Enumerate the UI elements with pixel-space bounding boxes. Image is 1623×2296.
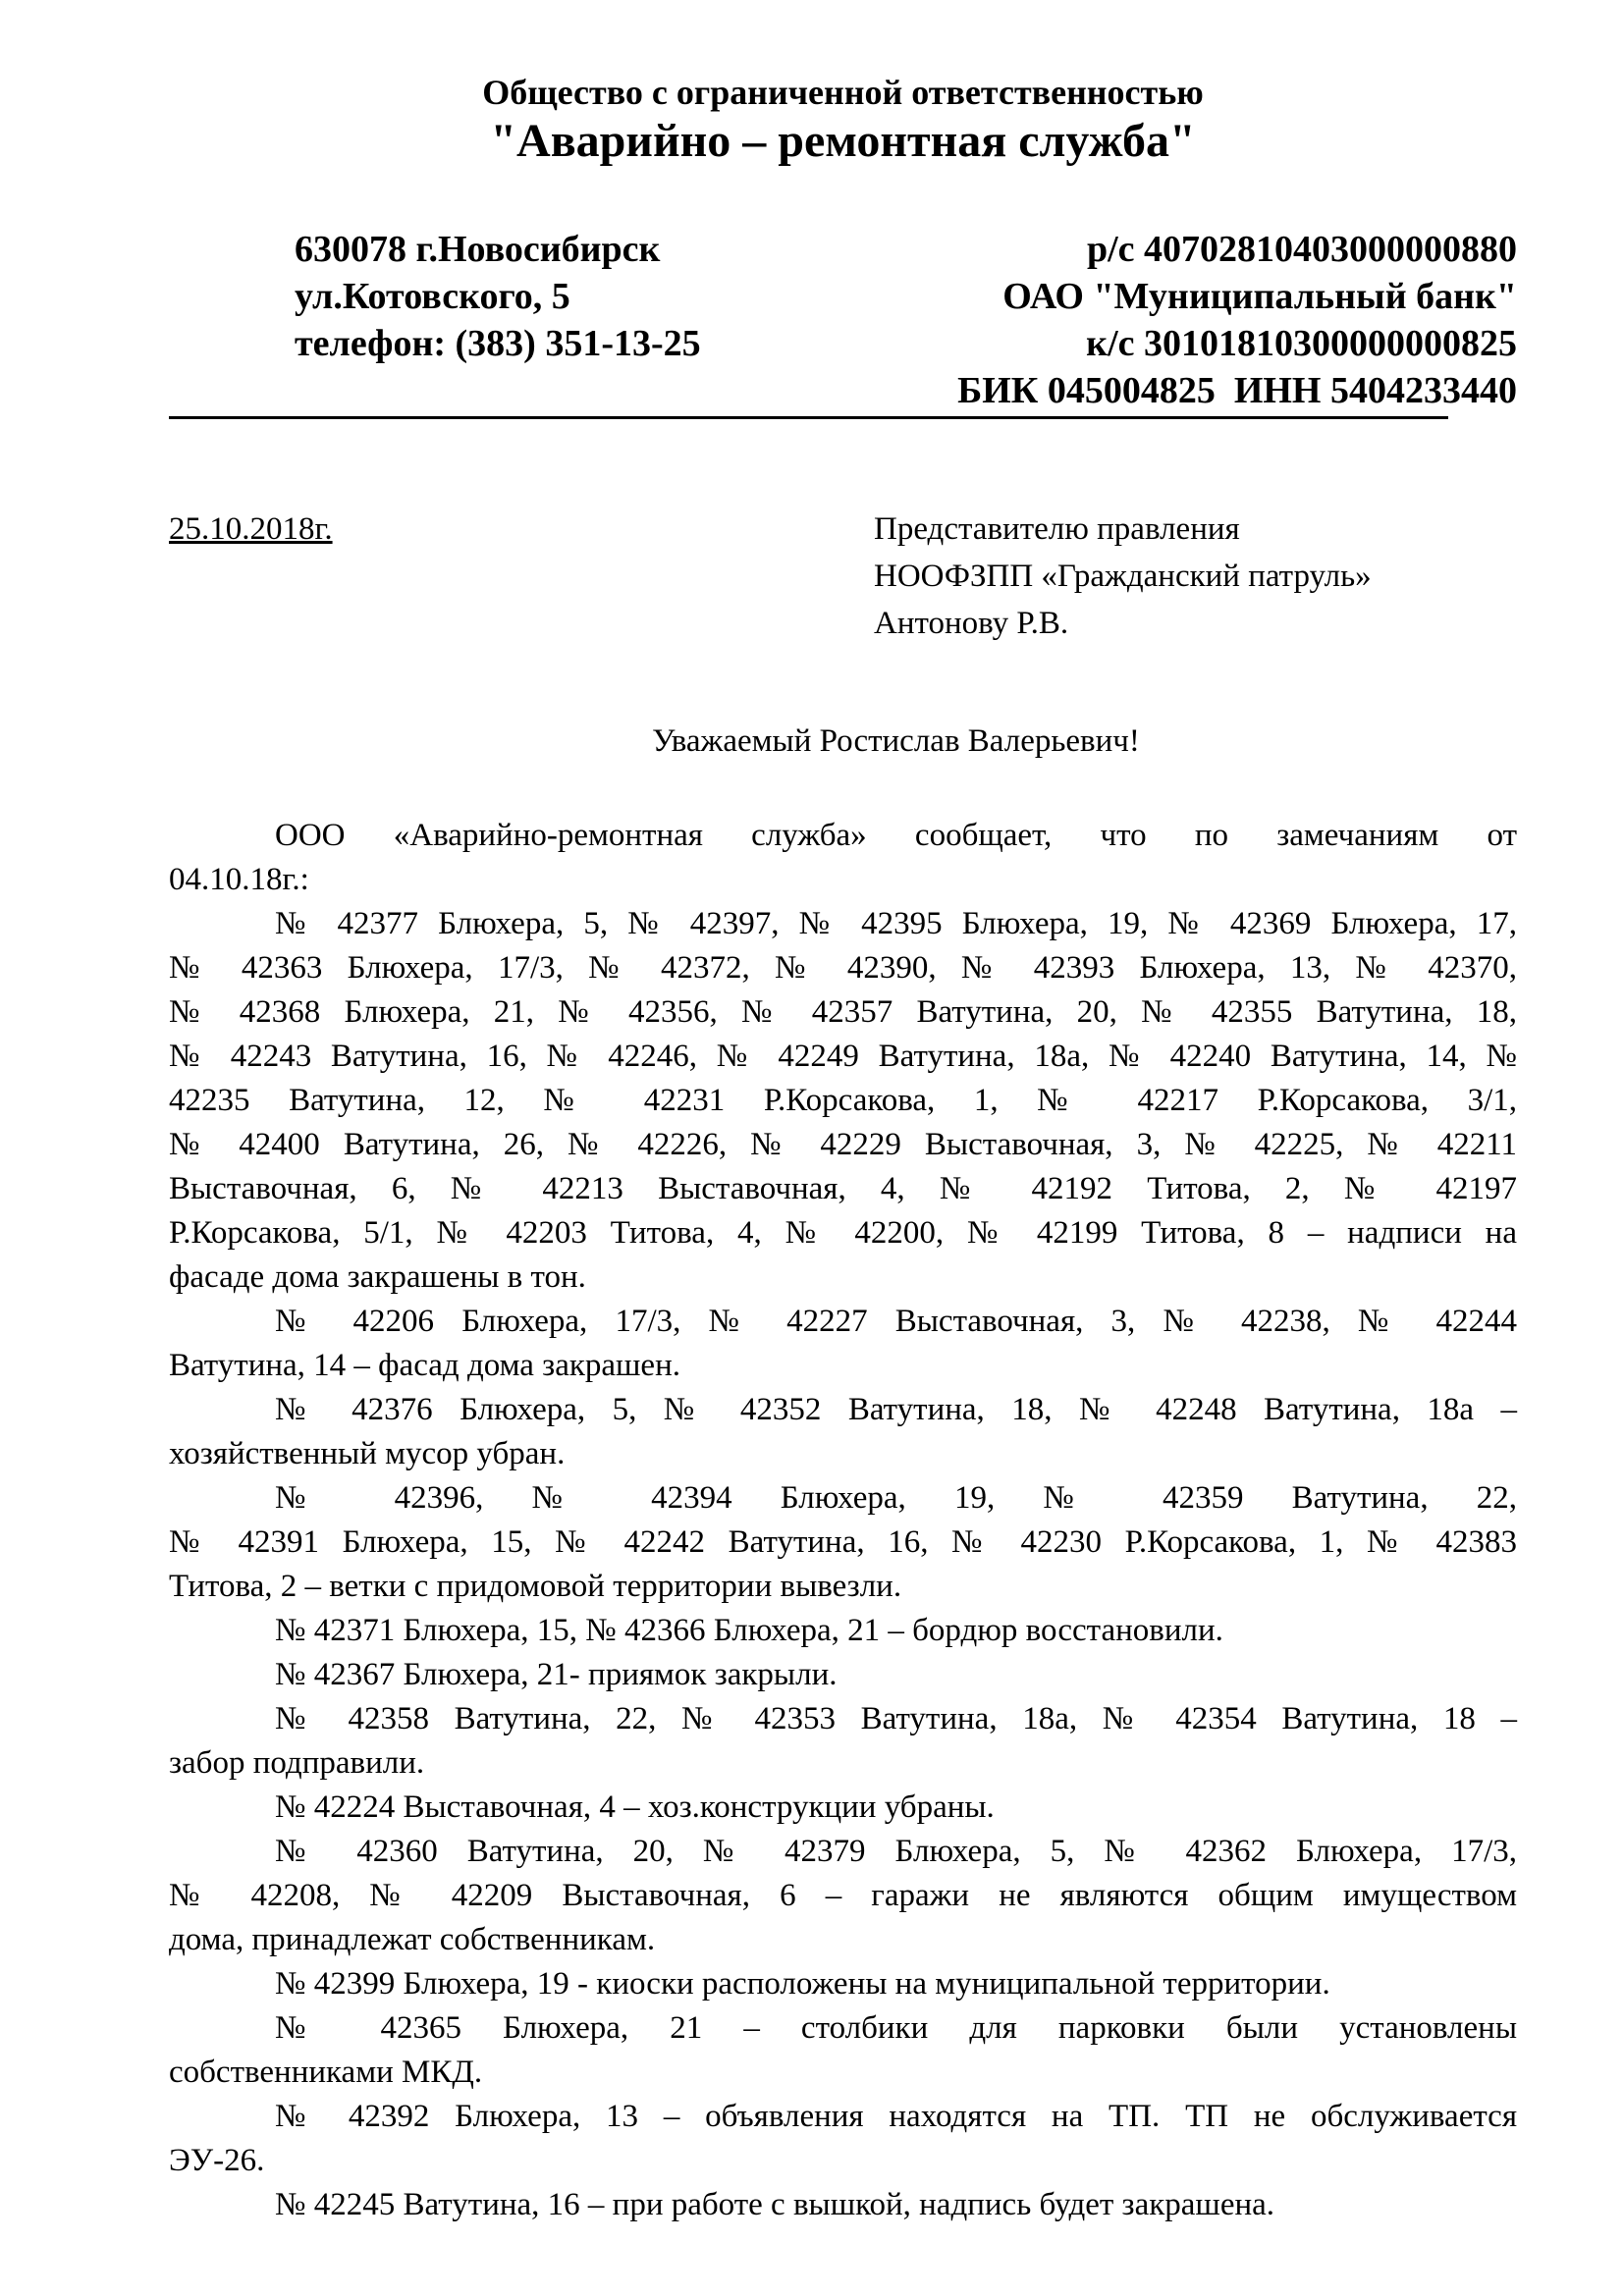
paragraph-line: Выставочная, 6, № 42213 Выставочная, 4, № 42192 Титова, 2, № 42197 bbox=[169, 1171, 1517, 1206]
recipient-block bbox=[874, 506, 1372, 647]
paragraph-line: Титова, 2 – ветки с придомовой территории вывезли. bbox=[169, 1569, 902, 1604]
paragraph-line: № 42396, № 42394 Блюхера, 19, № 42359 Ватутина, 22, bbox=[275, 1480, 1517, 1516]
paragraph bbox=[169, 2183, 1517, 2227]
paragraph-line: № 42224 Выставочная, 4 – хоз.конструкции убраны. bbox=[275, 1789, 995, 1825]
letter-body bbox=[169, 814, 1517, 2227]
recipient-line: Антонову Р.В. bbox=[874, 606, 1069, 641]
paragraph-line: № 42208, № 42209 Выставочная, 6 – гаражи не являются общим имуществом bbox=[169, 1878, 1517, 1913]
paragraph-line: собственниками МКД. bbox=[169, 2055, 483, 2090]
paragraph-line: № 42243 Ватутина, 16, № 42246, № 42249 Ватутина, 18а, № 42240 Ватутина, 14, № bbox=[169, 1039, 1517, 1074]
address-line: ул.Котовского, 5 bbox=[295, 276, 570, 317]
address-line: телефон: (383) 351-13-25 bbox=[295, 323, 701, 364]
paragraph bbox=[169, 1388, 1517, 1476]
paragraph-line: ЭУ-26. bbox=[169, 2143, 265, 2178]
recipient-line: НООФЗПП «Гражданский патруль» bbox=[874, 559, 1372, 594]
paragraph bbox=[169, 1697, 1517, 1786]
paragraph-line: № 42377 Блюхера, 5, № 42397, № 42395 Блюхера, 19, № 42369 Блюхера, 17, bbox=[275, 906, 1517, 941]
paragraph bbox=[169, 1476, 1517, 1609]
date-recipient-row bbox=[169, 506, 1517, 647]
paragraph-line: № 42365 Блюхера, 21 – столбики для парковки были установлены bbox=[275, 2010, 1517, 2046]
paragraph-line: фасаде дома закрашены в тон. bbox=[169, 1259, 586, 1295]
paragraph bbox=[169, 1653, 1517, 1697]
paragraph-line: дома, принадлежат собственникам. bbox=[169, 1922, 656, 1957]
paragraph bbox=[169, 1786, 1517, 1830]
paragraph-line: № 42400 Ватутина, 26, № 42226, № 42229 Выставочная, 3, № 42225, № 42211 bbox=[169, 1127, 1517, 1162]
letter-date-text: 25.10.2018г. bbox=[169, 511, 333, 547]
paragraph-line: Р.Корсакова, 5/1, № 42203 Титова, 4, № 42200, № 42199 Титова, 8 – надписи на bbox=[169, 1215, 1517, 1251]
letter-date bbox=[169, 506, 874, 647]
paragraph-line: № 42391 Блюхера, 15, № 42242 Ватутина, 16, № 42230 Р.Корсакова, 1, № 42383 bbox=[169, 1524, 1517, 1560]
paragraph-line: № 42371 Блюхера, 15, № 42366 Блюхера, 21 – бордюр восстановили. bbox=[275, 1613, 1223, 1648]
letterhead-bank-details bbox=[957, 226, 1517, 414]
paragraph bbox=[169, 1300, 1517, 1388]
paragraph bbox=[169, 902, 1517, 1300]
paragraph-line: № 42360 Ватутина, 20, № 42379 Блюхера, 5, № 42362 Блюхера, 17/3, bbox=[275, 1834, 1517, 1869]
letterhead-divider bbox=[169, 416, 1448, 419]
salutation-line: Уважаемый Ростислав Валерьевич! bbox=[652, 723, 1140, 759]
paragraph bbox=[169, 814, 1517, 902]
paragraph bbox=[169, 1830, 1517, 1962]
bank-detail-line: ОАО "Муниципальный банк" bbox=[1002, 276, 1517, 317]
letterhead-address bbox=[295, 226, 701, 414]
paragraph bbox=[169, 2095, 1517, 2183]
address-line: 630078 г.Новосибирск bbox=[295, 229, 661, 270]
paragraph-line: 04.10.18г.: bbox=[169, 862, 309, 897]
paragraph-line: № 42368 Блюхера, 21, № 42356, № 42357 Ватутина, 20, № 42355 Ватутина, 18, bbox=[169, 994, 1517, 1030]
org-type-line: Общество с ограниченной ответственностью bbox=[482, 73, 1204, 112]
paragraph-line: № 42376 Блюхера, 5, № 42352 Ватутина, 18, № 42248 Ватутина, 18а – bbox=[275, 1392, 1517, 1427]
paragraph-line: № 42399 Блюхера, 19 - киоски расположены на муниципальной территории. bbox=[275, 1966, 1330, 2002]
bank-detail-line: к/с 30101810300000000825 bbox=[1086, 323, 1517, 364]
bank-detail-line: р/с 40702810403000000880 bbox=[1086, 229, 1517, 270]
paragraph bbox=[169, 2006, 1517, 2095]
paragraph-line: Ватутина, 14 – фасад дома закрашен. bbox=[169, 1348, 680, 1383]
paragraph bbox=[169, 1962, 1517, 2006]
bank-detail-line: БИК 045004825 ИНН 5404233440 bbox=[957, 370, 1517, 411]
paragraph-line: № 42245 Ватутина, 16 – при работе с вышкой, надпись будет закрашена. bbox=[275, 2187, 1275, 2222]
paragraph-line: № 42392 Блюхера, 13 – объявления находятся на ТП. ТП не обслуживается bbox=[275, 2099, 1517, 2134]
paragraph-line: хозяйственный мусор убран. bbox=[169, 1436, 566, 1471]
paragraph-line: № 42206 Блюхера, 17/3, № 42227 Выставочная, 3, № 42238, № 42244 bbox=[275, 1304, 1517, 1339]
letterhead-contacts-row bbox=[169, 226, 1517, 414]
paragraph-line: № 42358 Ватутина, 22, № 42353 Ватутина, 18а, № 42354 Ватутина, 18 – bbox=[275, 1701, 1517, 1736]
paragraph-line: № 42363 Блюхера, 17/3, № 42372, № 42390, № 42393 Блюхера, 13, № 42370, bbox=[169, 950, 1517, 986]
paragraph-line: забор подправили. bbox=[169, 1745, 425, 1781]
paragraph-line: ООО «Аварийно-ремонтная служба» сообщает, что по замечаниям от bbox=[275, 818, 1517, 853]
paragraph-line: № 42367 Блюхера, 21- приямок закрыли. bbox=[275, 1657, 838, 1692]
paragraph-line: 42235 Ватутина, 12, № 42231 Р.Корсакова, 1, № 42217 Р.Корсакова, 3/1, bbox=[169, 1083, 1517, 1118]
org-name-line: "Аварийно – ремонтная служба" bbox=[490, 115, 1196, 167]
paragraph bbox=[169, 1609, 1517, 1653]
recipient-line: Представителю правления bbox=[874, 511, 1240, 547]
